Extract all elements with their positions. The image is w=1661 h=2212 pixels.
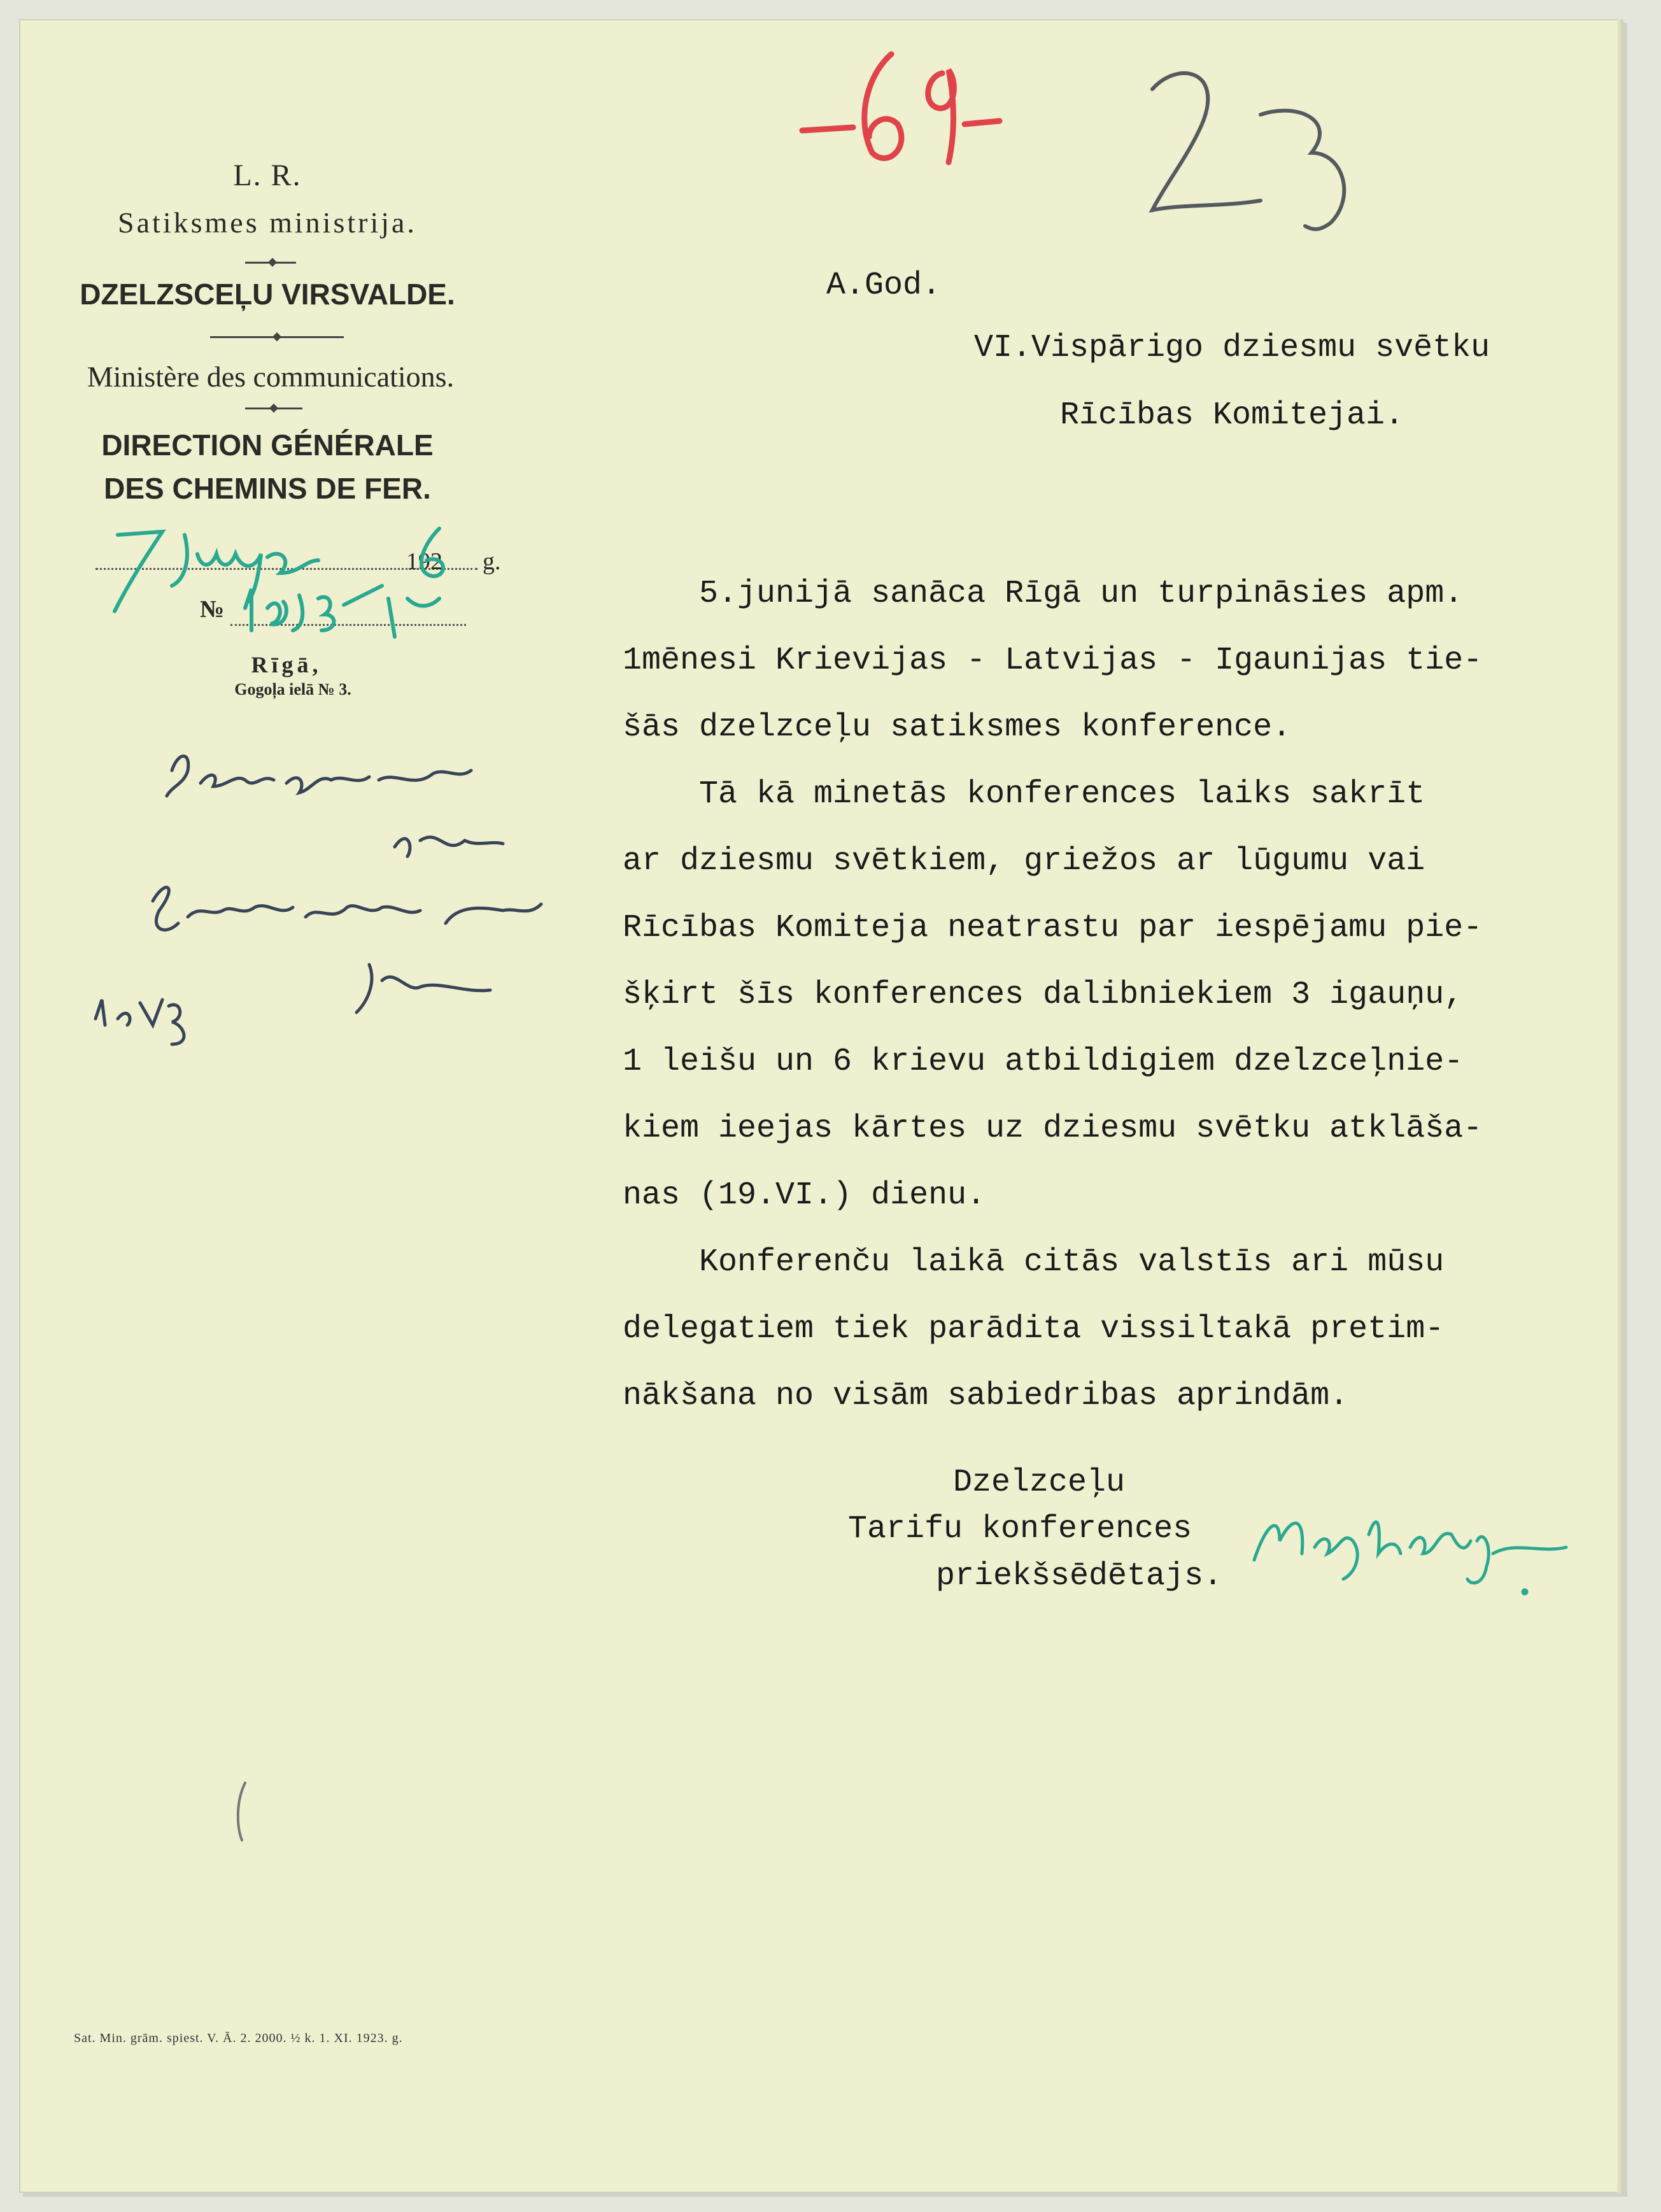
recipient-line2: Rīcības Komitejai. bbox=[1060, 397, 1404, 434]
body-line: 1mēnesi Krievijas - Latvijas - Igaunijas tie- bbox=[623, 642, 1483, 679]
body-line: šķirt šīs konferences dalibniekiem 3 igauņu, bbox=[623, 977, 1464, 1013]
body-line: 5.junijā sanāca Rīgā un turpināsies apm. bbox=[623, 576, 1464, 612]
body-line: kiem ieejas kārtes uz dziesmu svētku atklāša- bbox=[623, 1110, 1483, 1147]
signature-line2: Tarifu konferences bbox=[848, 1511, 1192, 1547]
letterhead-address: Gogoļa ielā № 3. bbox=[234, 680, 351, 698]
handwritten-registry-number-mark bbox=[245, 586, 439, 637]
letterhead-year-prefix: 192 bbox=[406, 548, 442, 575]
letterhead-number-label: № bbox=[200, 596, 225, 623]
body-line: nas (19.VI.) dienu. bbox=[623, 1177, 986, 1214]
body-line: šās dzelzceļu satiksmes konference. bbox=[623, 709, 1292, 746]
body-line: 1 leišu un 6 krievu atbildigiem dzelzceļnie- bbox=[623, 1044, 1464, 1080]
body-line: Tā kā minetās konferences laiks sakrīt bbox=[623, 776, 1425, 812]
letterhead-lr: L. R. bbox=[233, 159, 302, 192]
letterhead-ministry-lv: Satiksmes ministrija. bbox=[118, 206, 417, 239]
pencil-folio-number-mark bbox=[1152, 73, 1344, 229]
signature-line1: Dzelzceļu bbox=[953, 1464, 1126, 1501]
body-line: delegatiem tiek parādita vissiltakā pretim- bbox=[623, 1311, 1445, 1347]
letterhead-ministry-fr: Ministère des communications. bbox=[87, 360, 455, 393]
handwritten-date-mark bbox=[115, 528, 443, 611]
handwritten-signature-mark bbox=[1254, 1522, 1566, 1594]
body-line: nākšana no visām sabiedribas aprindām. bbox=[623, 1378, 1349, 1414]
recipient-salutation: A.God. bbox=[826, 267, 942, 304]
body-line: Rīcības Komiteja neatrastu par iespējamu pie- bbox=[623, 910, 1483, 946]
signature-line3: priekšsēdētajs. bbox=[936, 1558, 1223, 1594]
letterhead-year-suffix: g. bbox=[483, 548, 501, 575]
letterhead-directorate-fr-line2: DES CHEMINS DE FER. bbox=[104, 472, 431, 505]
red-archive-number-mark bbox=[802, 54, 1000, 162]
body-line: Konferenču laikā citās valstīs ari mūsu bbox=[623, 1244, 1445, 1280]
letterhead-city: Rīgā, bbox=[251, 652, 322, 677]
letterhead-directorate-lv: DZELZSCEĻU VIRSVALDE. bbox=[80, 278, 455, 311]
recipient-line1: VI.Vispārigo dziesmu svētku bbox=[974, 330, 1490, 366]
handwritten-resolution-notes-mark bbox=[95, 756, 541, 1045]
body-line: ar dziesmu svētkiem, griežos ar lūgumu vai bbox=[623, 843, 1425, 879]
pencil-bracket-mark bbox=[238, 1783, 245, 1840]
printer-footer: Sat. Min. grām. spiest. V. Ā. 2. 2000. ½ k. 1. XI. 1923. g. bbox=[74, 2031, 403, 2045]
letterhead-directorate-fr-line1: DIRECTION GÉNÉRALE bbox=[101, 429, 434, 462]
